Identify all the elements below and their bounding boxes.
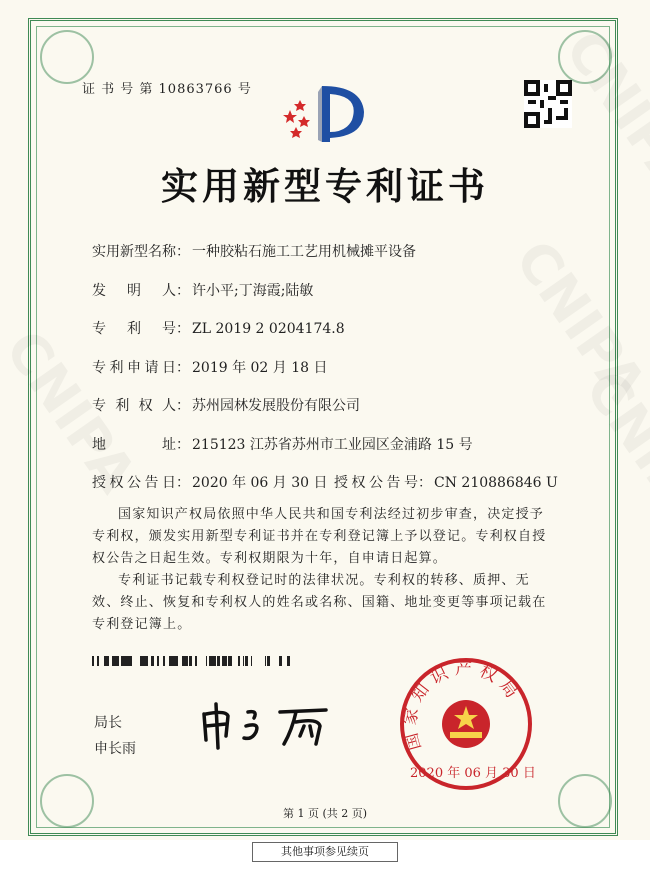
legal-status-statement: 专利证书记载专利权登记时的法律状况。专利权的转移、质押、无效、终止、恢复和专利权人的姓名或名称、国籍、地址变更等事项记载在专利登记簿上。 — [92, 573, 547, 632]
cnipa-logo — [282, 82, 372, 144]
svg-text:国家知识产权局: 国家知识产权局 — [400, 659, 526, 753]
director-title: 局长 — [94, 715, 122, 731]
field-patentee: 专利权人： 苏州园林发展股份有限公司 — [92, 398, 360, 414]
seal-date: 2020 年 06 月 30 日 — [410, 766, 536, 781]
corner-ornament — [40, 30, 94, 84]
certificate-title: 实用新型专利证书 — [161, 164, 489, 208]
field-announcement-number: 授权公告号： CN 210886846 U — [334, 475, 558, 491]
page-indicator: 第 1 页 (共 2 页) — [282, 807, 368, 820]
barcode — [92, 656, 290, 666]
field-patent-number: 专利号： ZL 2019 2 0204174.8 — [92, 321, 345, 337]
field-inventors: 发明人： 许小平;丁海霞;陆敏 — [92, 283, 314, 299]
certificate-number: 证 书 号 第 10863766 号 — [82, 82, 252, 97]
grant-statement: 国家知识产权局依照中华人民共和国专利法经过初步审查，决定授予专利权，颁发实用新型专利证书并在专利登记簿上予以登记。专利权自授权公告之日起生效。专利权期限为十年，自申请日起算。 — [92, 507, 547, 566]
qr-code — [524, 80, 572, 128]
field-utility-model-name: 实用新型名称： 一种胶粘石施工工艺用机械摊平设备 — [92, 244, 416, 260]
director-name: 申长雨 — [94, 741, 136, 757]
field-address: 地址： 215123 江苏省苏州市工业园区金浦路 15 号 — [92, 437, 473, 453]
field-application-date: 专利申请日： 2019 年 02 月 18 日 — [92, 360, 328, 376]
footer-note: 其他事项参见续页 — [252, 842, 398, 862]
director-signature — [196, 700, 336, 750]
field-grant-date: 授权公告日： 2020 年 06 月 30 日 — [92, 475, 328, 491]
